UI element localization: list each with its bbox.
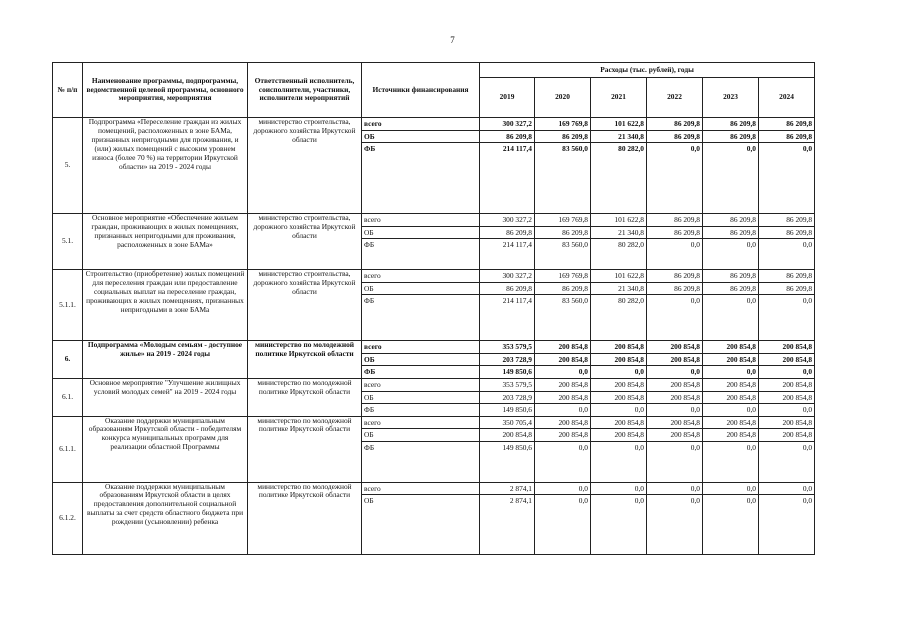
value-cell: 86 209,8 <box>674 271 700 280</box>
value-cell: 149 850,6 <box>480 441 534 454</box>
value-cell: 200 854,8 <box>703 391 758 404</box>
row-name: Строительство (приобретение) жилых помещений для переселения граждан или предоставление социальных выплат на переселение граждан, проживающих в жилых помещениях, признанных непригодными в зоне БАМа <box>83 270 248 341</box>
value-cell: 0,0 <box>647 294 702 307</box>
year-values <box>535 482 591 554</box>
value-cell: 0,0 <box>703 142 758 155</box>
value-cell: 86 209,8 <box>703 226 758 239</box>
value-cell: 86 209,8 <box>647 282 702 295</box>
value-cell: 80 282,0 <box>591 238 646 251</box>
year-values <box>535 341 591 379</box>
year-values <box>759 482 815 554</box>
year-values <box>703 214 759 270</box>
value-cell: 200 854,8 <box>782 380 813 389</box>
value-cell: 214 117,4 <box>480 294 534 307</box>
value-list <box>649 214 700 251</box>
value-cell: 200 854,8 <box>591 353 646 366</box>
row-name: Оказание поддержки муниципальным образованиям Иркутской области в целях предоставления дополнительной социальной выплаты за счет средств областного бюджета при рождении (усыновлении) ребенка <box>83 482 248 554</box>
value-cell: 200 854,8 <box>480 428 534 441</box>
source-label: ФБ <box>362 294 479 307</box>
value-cell: 0,0 <box>759 403 814 416</box>
value-cell: 169 769,8 <box>558 119 588 128</box>
value-cell: 0,0 <box>647 494 702 507</box>
year-values <box>591 482 647 554</box>
value-cell: 149 850,6 <box>480 365 534 378</box>
year-values <box>759 214 815 270</box>
year-values <box>535 118 591 214</box>
value-cell: 0,0 <box>647 365 702 378</box>
year-values <box>759 341 815 379</box>
value-list <box>649 483 700 507</box>
year-values <box>535 379 591 417</box>
row-name: Подпрограмма «Переселение граждан из жилых помещений, расположенных в зоне БАМа, признанных непригодными для проживания, и (или) жилых помещений с высоким уровнем износа (более 70 %) на территории Иркутской области» на 2019 - 2024 годы <box>83 118 248 214</box>
header-sources: Источники финансирования <box>362 63 480 118</box>
year-values <box>647 214 703 270</box>
header-expenses: Расходы (тыс. рублей), годы <box>480 63 815 78</box>
value-cell: 83 560,0 <box>535 294 590 307</box>
year-values <box>703 379 759 417</box>
year-values <box>647 416 703 482</box>
year-values <box>703 341 759 379</box>
row-sources <box>362 341 480 379</box>
value-cell: 0,0 <box>591 403 646 416</box>
value-cell: 21 340,8 <box>591 130 646 143</box>
value-cell: 101 622,8 <box>614 119 644 128</box>
value-cell: 200 854,8 <box>703 353 758 366</box>
row-responsible: министерство по молодежной политике Иркутской области <box>248 341 362 379</box>
value-cell: 0,0 <box>759 365 814 378</box>
year-values <box>480 341 535 379</box>
value-cell: 86 209,8 <box>480 130 534 143</box>
source-label: ОБ <box>362 391 479 404</box>
value-list <box>705 341 756 378</box>
value-cell: 86 209,8 <box>647 130 702 143</box>
value-cell: 0,0 <box>591 494 646 507</box>
value-cell: 0,0 <box>703 441 758 454</box>
source-label: всего <box>364 342 382 351</box>
year-values <box>647 270 703 341</box>
year-values <box>759 118 815 214</box>
value-cell: 83 560,0 <box>535 238 590 251</box>
value-list <box>761 417 812 454</box>
value-cell: 0,0 <box>535 403 590 416</box>
value-cell: 200 854,8 <box>647 428 702 441</box>
value-list <box>593 341 644 378</box>
value-cell: 0,0 <box>535 365 590 378</box>
source-label: ФБ <box>362 403 479 416</box>
year-values <box>703 482 759 554</box>
value-cell: 86 209,8 <box>480 282 534 295</box>
value-cell: 86 209,8 <box>786 215 813 224</box>
value-list <box>649 341 700 378</box>
year-values <box>591 379 647 417</box>
value-cell: 200 854,8 <box>591 391 646 404</box>
year-values <box>647 482 703 554</box>
value-cell: 203 728,9 <box>480 353 534 366</box>
value-cell: 200 854,8 <box>614 380 644 389</box>
year-values <box>535 270 591 341</box>
value-cell: 200 854,8 <box>670 380 700 389</box>
table-row <box>53 482 815 554</box>
year-values <box>535 416 591 482</box>
value-cell: 86 209,8 <box>730 271 756 280</box>
header-year: 2024 <box>759 78 815 118</box>
value-cell: 200 854,8 <box>670 417 700 427</box>
row-sources <box>362 482 480 554</box>
value-cell: 86 209,8 <box>730 119 756 128</box>
year-values <box>480 118 535 214</box>
year-values <box>591 214 647 270</box>
row-number: 5.1. <box>53 214 83 270</box>
value-cell: 0,0 <box>578 483 588 493</box>
value-list <box>649 270 700 307</box>
value-cell: 200 854,8 <box>759 428 814 441</box>
source-list <box>364 417 477 454</box>
value-cell: 0,0 <box>759 494 814 507</box>
header-num: № п/п <box>53 63 83 118</box>
row-name: Подпрограмма «Молодым семьям - доступное жилье» на 2019 - 2024 годы <box>83 341 248 379</box>
value-cell: 353 579,5 <box>502 380 532 389</box>
header-year: 2019 <box>480 78 535 118</box>
value-cell: 200 854,8 <box>759 391 814 404</box>
value-list <box>705 270 756 307</box>
year-values <box>647 118 703 214</box>
value-cell: 0,0 <box>647 238 702 251</box>
year-values <box>535 214 591 270</box>
value-list <box>537 270 588 307</box>
value-cell: 169 769,8 <box>558 215 588 224</box>
row-responsible: министерство по молодежной политике Иркутской области <box>248 416 362 482</box>
header-year: 2022 <box>647 78 703 118</box>
value-cell: 200 854,8 <box>558 417 588 427</box>
value-list <box>649 417 700 454</box>
value-list <box>761 214 812 251</box>
value-cell: 86 209,8 <box>703 282 758 295</box>
value-cell: 0,0 <box>703 365 758 378</box>
value-cell: 0,0 <box>647 403 702 416</box>
row-number: 6.1.2. <box>53 482 83 554</box>
value-cell: 0,0 <box>690 483 700 493</box>
value-list <box>705 118 756 155</box>
value-cell: 0,0 <box>535 494 590 507</box>
source-label: ОБ <box>362 226 479 239</box>
value-cell: 200 854,8 <box>614 342 644 351</box>
value-list <box>761 118 812 155</box>
page-number: 7 <box>450 35 455 45</box>
value-cell: 86 209,8 <box>730 215 756 224</box>
value-cell: 0,0 <box>703 238 758 251</box>
value-cell: 21 340,8 <box>591 282 646 295</box>
source-list <box>364 214 477 251</box>
year-values <box>703 118 759 214</box>
table-row <box>53 379 815 417</box>
year-values <box>647 379 703 417</box>
table-body <box>53 118 815 555</box>
value-cell: 200 854,8 <box>558 380 588 389</box>
value-cell: 214 117,4 <box>480 142 534 155</box>
value-list <box>482 379 532 416</box>
source-label: всего <box>364 417 381 427</box>
row-responsible: министерство по молодежной политике Иркутской области <box>248 482 362 554</box>
budget-table <box>52 62 815 555</box>
source-list <box>364 379 477 416</box>
source-label: всего <box>364 119 382 128</box>
value-cell: 80 282,0 <box>591 142 646 155</box>
value-cell: 0,0 <box>703 494 758 507</box>
value-cell: 86 209,8 <box>480 226 534 239</box>
value-list <box>593 118 644 155</box>
year-values <box>591 118 647 214</box>
value-cell: 86 209,8 <box>674 215 700 224</box>
value-list <box>482 341 532 378</box>
value-list <box>761 270 812 307</box>
row-responsible: министерство по молодежной политике Иркутской области <box>248 379 362 417</box>
value-cell: 200 854,8 <box>647 353 702 366</box>
value-cell: 200 854,8 <box>591 428 646 441</box>
value-cell: 0,0 <box>634 483 644 493</box>
year-values <box>703 270 759 341</box>
value-cell: 350 705,4 <box>502 417 532 427</box>
source-list <box>364 118 477 155</box>
value-cell: 200 854,8 <box>535 353 590 366</box>
value-list <box>761 379 812 416</box>
table-row <box>53 214 815 270</box>
value-cell: 0,0 <box>591 365 646 378</box>
value-list <box>482 483 532 507</box>
row-number: 6. <box>53 341 83 379</box>
source-label: всего <box>364 380 381 389</box>
year-values <box>480 379 535 417</box>
value-list <box>649 379 700 416</box>
value-list <box>761 341 812 378</box>
year-values <box>591 416 647 482</box>
source-label: ОБ <box>362 130 479 143</box>
year-values <box>703 416 759 482</box>
value-cell: 0,0 <box>746 483 756 493</box>
value-cell: 86 209,8 <box>759 226 814 239</box>
value-list <box>537 379 588 416</box>
value-cell: 0,0 <box>759 294 814 307</box>
value-cell: 300 327,2 <box>502 119 532 128</box>
value-cell: 86 209,8 <box>674 119 700 128</box>
value-cell: 0,0 <box>591 441 646 454</box>
value-cell: 2 874,1 <box>509 483 532 493</box>
value-list <box>482 214 532 251</box>
year-values <box>480 214 535 270</box>
source-list <box>364 270 477 307</box>
year-values <box>759 416 815 482</box>
value-cell: 200 854,8 <box>535 391 590 404</box>
header-responsible: Ответственный исполнитель, соисполнители, участники, исполнители мероприятий <box>248 63 362 118</box>
value-cell: 0,0 <box>703 294 758 307</box>
year-values <box>480 416 535 482</box>
value-cell: 0,0 <box>759 142 814 155</box>
value-cell: 86 209,8 <box>535 130 590 143</box>
source-label: всего <box>364 483 381 493</box>
value-list <box>705 214 756 251</box>
source-label: всего <box>364 271 381 280</box>
value-list <box>593 483 644 507</box>
value-cell: 200 854,8 <box>558 342 588 351</box>
source-list <box>364 483 477 507</box>
value-list <box>761 483 812 507</box>
value-cell: 0,0 <box>759 238 814 251</box>
value-cell: 203 728,9 <box>480 391 534 404</box>
table-row <box>53 270 815 341</box>
source-label: ФБ <box>362 238 479 251</box>
header-name: Наименование программы, подпрограммы, ведомственной целевой программы, основного мероприятия, мероприятия <box>83 63 248 118</box>
value-cell: 200 854,8 <box>614 417 644 427</box>
row-name: Основное мероприятие "Улучшение жилищных условий молодых семей" на 2019 - 2024 годы <box>83 379 248 417</box>
value-cell: 86 209,8 <box>786 271 813 280</box>
value-cell: 300 327,2 <box>502 271 532 280</box>
year-values <box>480 482 535 554</box>
row-responsible: министерство строительства, дорожного хозяйства Иркутской области <box>248 214 362 270</box>
source-label: всего <box>364 215 381 224</box>
value-cell: 200 854,8 <box>782 417 813 427</box>
header-year: 2021 <box>591 78 647 118</box>
year-values <box>759 270 815 341</box>
row-sources <box>362 270 480 341</box>
value-cell: 353 579,5 <box>502 342 532 351</box>
year-values <box>591 270 647 341</box>
value-cell: 86 209,8 <box>703 130 758 143</box>
row-sources <box>362 416 480 482</box>
row-responsible: министерство строительства, дорожного хозяйства Иркутской области <box>248 270 362 341</box>
row-responsible: министерство строительства, дорожного хозяйства Иркутской области <box>248 118 362 214</box>
value-cell: 300 327,2 <box>502 215 532 224</box>
source-label: ФБ <box>362 365 479 378</box>
row-name: Оказание поддержки муниципальным образованиям Иркутской области - победителям конкурса муниципальных программ для реализации областной Программы <box>83 416 248 482</box>
row-name: Основное мероприятие «Обеспечение жильем граждан, проживающих в жилых помещениях, признанных непригодными для проживания, расположенных в зоне БАМа» <box>83 214 248 270</box>
value-list <box>537 341 588 378</box>
value-list <box>593 270 644 307</box>
value-list <box>482 270 532 307</box>
value-cell: 86 209,8 <box>759 282 814 295</box>
row-sources <box>362 214 480 270</box>
header-year: 2023 <box>703 78 759 118</box>
source-label: ФБ <box>362 142 479 155</box>
year-values <box>759 379 815 417</box>
value-cell: 101 622,8 <box>614 215 644 224</box>
source-label: ОБ <box>362 428 479 441</box>
value-cell: 200 854,8 <box>726 342 756 351</box>
value-list <box>705 417 756 454</box>
table-row <box>53 118 815 214</box>
value-cell: 200 854,8 <box>670 342 700 351</box>
row-number: 6.1. <box>53 379 83 417</box>
value-list <box>649 118 700 155</box>
value-list <box>705 483 756 507</box>
row-sources <box>362 118 480 214</box>
value-list <box>537 118 588 155</box>
value-cell: 200 854,8 <box>535 428 590 441</box>
value-cell: 86 209,8 <box>786 119 813 128</box>
row-sources <box>362 379 480 417</box>
value-cell: 2 874,1 <box>480 494 534 507</box>
value-list <box>537 483 588 507</box>
table-row <box>53 416 815 482</box>
value-list <box>593 379 644 416</box>
year-values <box>591 341 647 379</box>
source-label: ОБ <box>362 353 479 366</box>
value-list <box>705 379 756 416</box>
value-cell: 21 340,8 <box>591 226 646 239</box>
value-cell: 0,0 <box>802 483 813 493</box>
value-cell: 86 209,8 <box>647 226 702 239</box>
source-label: ОБ <box>362 282 479 295</box>
row-number: 5.1.1. <box>53 270 83 341</box>
year-values <box>647 341 703 379</box>
value-cell: 86 209,8 <box>759 130 814 143</box>
value-cell: 200 854,8 <box>759 353 814 366</box>
value-cell: 0,0 <box>703 403 758 416</box>
row-number: 6.1.1. <box>53 416 83 482</box>
value-cell: 86 209,8 <box>535 226 590 239</box>
value-cell: 169 769,8 <box>558 271 588 280</box>
value-cell: 200 854,8 <box>647 391 702 404</box>
value-cell: 0,0 <box>647 441 702 454</box>
value-list <box>482 417 532 454</box>
value-list <box>593 214 644 251</box>
value-cell: 80 282,0 <box>591 294 646 307</box>
row-number: 5. <box>53 118 83 214</box>
value-cell: 0,0 <box>647 142 702 155</box>
value-cell: 200 854,8 <box>782 342 813 351</box>
table-row <box>53 341 815 379</box>
value-cell: 214 117,4 <box>480 238 534 251</box>
value-list <box>537 417 588 454</box>
value-cell: 200 854,8 <box>726 380 756 389</box>
value-cell: 0,0 <box>535 441 590 454</box>
source-label: ОБ <box>362 494 479 507</box>
value-cell: 149 850,6 <box>480 403 534 416</box>
source-list <box>364 341 477 378</box>
value-cell: 0,0 <box>759 441 814 454</box>
value-cell: 200 854,8 <box>703 428 758 441</box>
year-values <box>480 270 535 341</box>
value-list <box>482 118 532 155</box>
value-list <box>593 417 644 454</box>
value-cell: 86 209,8 <box>535 282 590 295</box>
value-cell: 200 854,8 <box>726 417 756 427</box>
value-cell: 101 622,8 <box>614 271 644 280</box>
value-cell: 83 560,0 <box>535 142 590 155</box>
source-label: ФБ <box>362 441 479 454</box>
value-list <box>537 214 588 251</box>
header-year: 2020 <box>535 78 591 118</box>
